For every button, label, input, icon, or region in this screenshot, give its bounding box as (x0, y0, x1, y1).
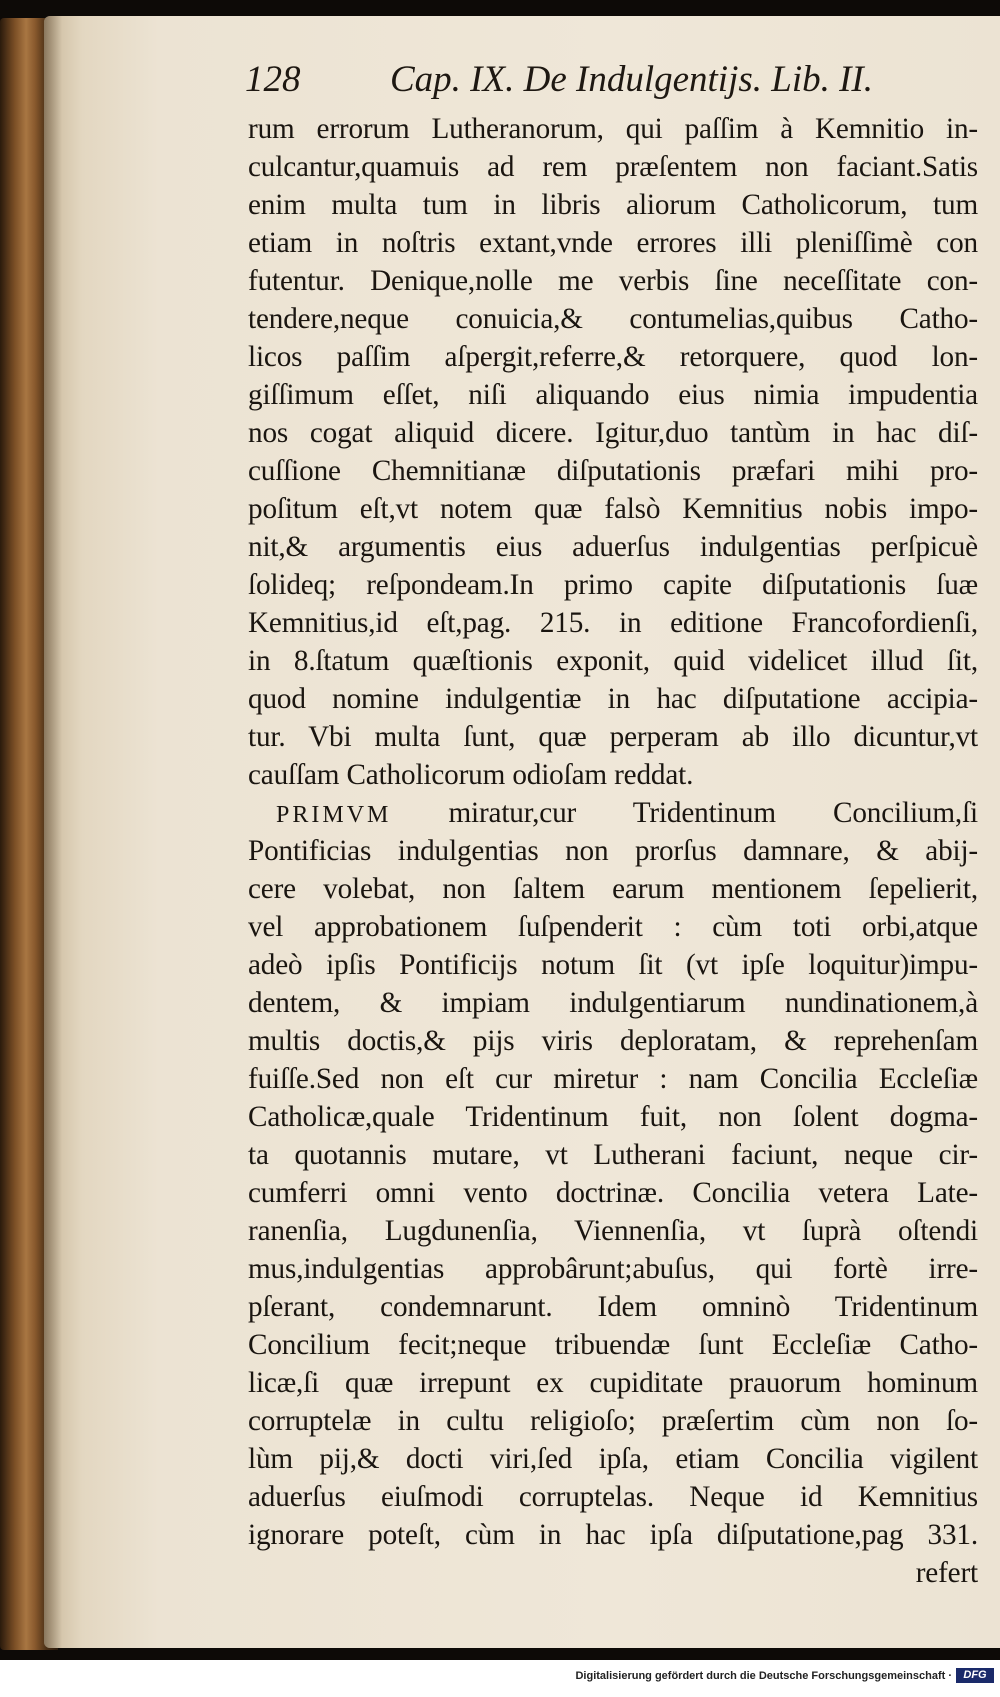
text-line: nos cogat aliquid dicere. Igitur,duo tantùm in hac diſ- (248, 417, 978, 449)
text-line: tur. Vbi multa ſunt, quæ perperam ab illo dicuntur,vt (248, 721, 978, 753)
gutter-shadow (44, 16, 62, 1648)
text-line: aduerſus eiuſmodi corruptelas. Neque id Kemnitius (248, 1481, 978, 1513)
text-line: quod nomine indulgentiæ in hac diſputatione accipia- (248, 683, 978, 715)
text-line: cumferri omni vento doctrinæ. Concilia vetera Late- (248, 1177, 978, 1209)
text-line: Kemnitius,id eſt,pag. 215. in editione Francofordienſi, (248, 607, 978, 639)
text-line: futentur. Denique,nolle me verbis ſine neceſſitate con- (248, 265, 978, 297)
text-line: tendere,neque conuicia,& contumelias,quibus Catho- (248, 303, 978, 335)
text-line: in 8.ſtatum quæſtionis exponit, quid videlicet illud ſit, (248, 645, 978, 677)
dfg-logo: DFG (956, 1668, 994, 1683)
paragraph-first-line (248, 794, 978, 832)
text-line: etiam in noſtris extant,vnde errores illi pleniſſimè con (248, 227, 978, 259)
text-line: giſſimum eſſet, niſi aliquando eius nimia impudentia (248, 379, 978, 411)
text-line: corruptelæ in cultu religioſo; præſertim cùm non ſo- (248, 1405, 978, 1437)
text-line: nit,& argumentis eius aduerſus indulgentias perſpicuè (248, 531, 978, 563)
text-line: vel approbationem ſuſpenderit : cùm toti orbi,atque (248, 911, 978, 943)
text-line: Pontificias indulgentias non prorſus damnare, & abij- (248, 835, 978, 867)
text-line: licos paſſim aſpergit,referre,& retorquere, quod lon- (248, 341, 978, 373)
text-line: Concilium fecit;neque tribuendæ ſunt Eccleſiæ Catho- (248, 1329, 978, 1361)
text-line: mus,indulgentias approbârunt;abuſus, qui fortè irre- (248, 1253, 978, 1285)
text-line: poſitum eſt,vt notem quæ falsò Kemnitius nobis impo- (248, 493, 978, 525)
text-line: lùm pij,& docti viri,ſed ipſa, etiam Concilia vigilent (248, 1443, 978, 1475)
text-line: ignorare poteſt, cùm in hac ipſa diſputatione,pag 331. (248, 1519, 978, 1551)
text-line: cere volebat, non ſaltem earum mentionem ſepelierit, (248, 873, 978, 905)
text-line: culcantur,quamuis ad rem præſentem non faciant.Satis (248, 151, 978, 183)
catchword: refert (915, 1557, 978, 1589)
text-line: multis doctis,& pijs viris deploratam, & reprehenſam (248, 1025, 978, 1057)
funding-credit: Digitalisierung gefördert durch die Deutsche Forschungsgemeinschaft · (575, 1670, 952, 1682)
text-line: dentem, & impiam indulgentiarum nundinationem,à (248, 987, 978, 1019)
text-line: cuſſione Chemnitianæ diſputationis præfari mihi pro- (248, 455, 978, 487)
body-text (248, 110, 978, 1592)
text-line: cauſſam Catholicorum odioſam reddat. (248, 759, 694, 791)
running-head (245, 58, 965, 108)
text-line: ſolideq; reſpondeam.In primo capite diſputationis ſuæ (248, 569, 978, 601)
text-line: fuiſſe.Sed non eſt cur miretur : nam Concilia Eccleſiæ (248, 1063, 978, 1095)
text-line: licæ,ſi quæ irrepunt ex cupiditate prauorum hominum (248, 1367, 978, 1399)
text-line: ranenſia, Lugdunenſia, Viennenſia, vt ſuprà oſtendi (248, 1215, 978, 1247)
text-line: ta quotannis mutare, vt Lutherani faciunt, neque cir- (248, 1139, 978, 1171)
running-title: Cap. IX. De Indulgentijs. Lib. II. (390, 59, 874, 100)
text-span: miratur,cur Tridentinum Concilium,ſi (391, 797, 978, 829)
text-line: adeò ipſis Pontificijs notum ſit (vt ipſe loquitur)impu- (248, 949, 978, 981)
small-caps-lead: PRIMVM (276, 802, 392, 828)
text-line: pſerant, condemnarunt. Idem omninò Tridentinum (248, 1291, 978, 1323)
page-number: 128 (245, 59, 301, 100)
text-line: Catholicæ,quale Tridentinum fuit, non ſolent dogma- (248, 1101, 978, 1133)
text-line: enim multa tum in libris aliorum Catholicorum, tum (248, 189, 978, 221)
text-line: rum errorum Lutheranorum, qui paſſim à Kemnitio in- (248, 113, 978, 145)
